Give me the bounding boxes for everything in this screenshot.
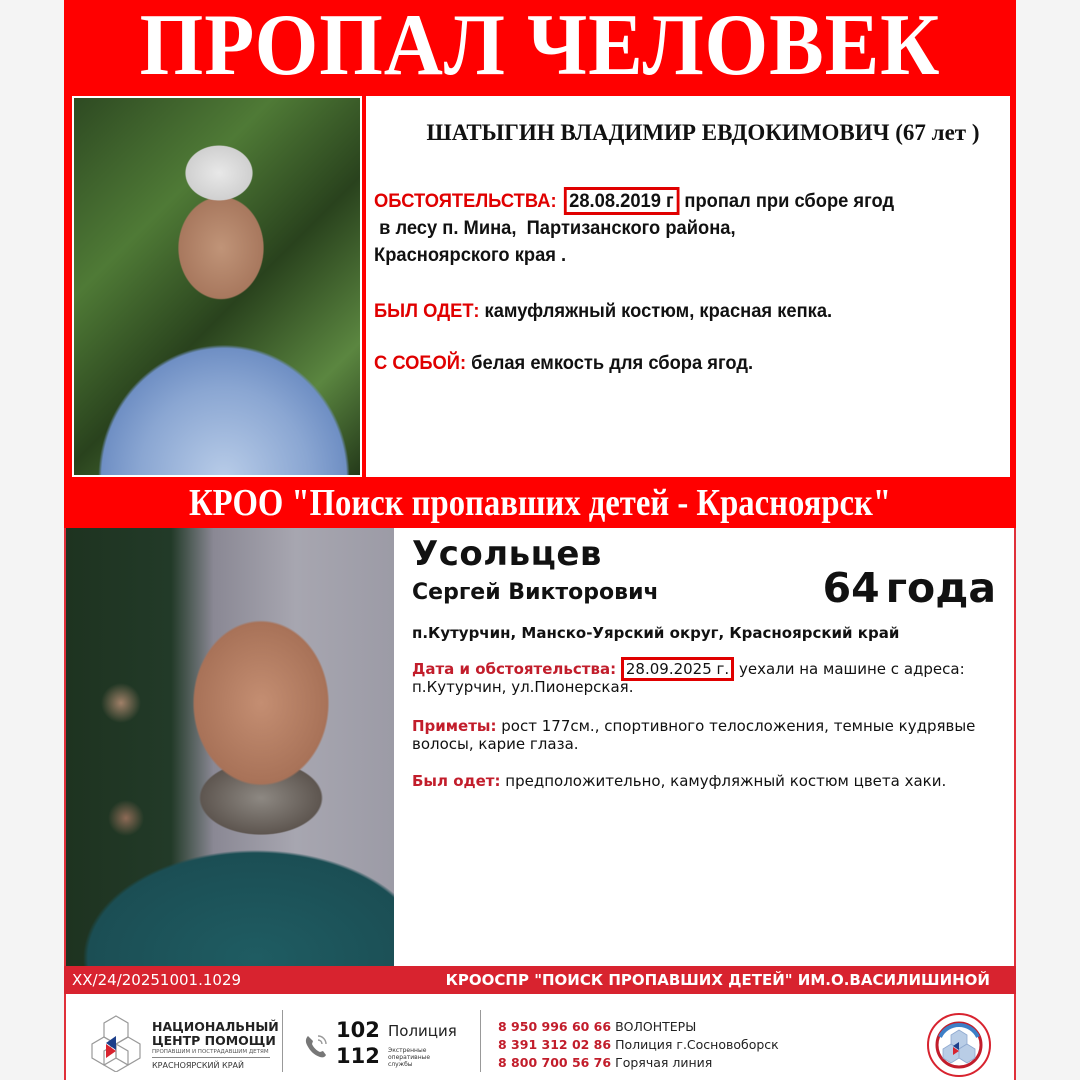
- national-center-title: НАЦИОНАЛЬНЫЙ ЦЕНТР ПОМОЩИ: [152, 1019, 279, 1048]
- phone-icon: [302, 1032, 330, 1060]
- divider: [282, 1010, 283, 1072]
- signs-label: Приметы:: [412, 717, 497, 735]
- police-number[interactable]: 102: [336, 1018, 380, 1042]
- hotline-label: ВОЛОНТЕРЫ: [615, 1019, 697, 1034]
- person1-name: ШАТЫГИН ВЛАДИМИР ЕВДОКИМОВИЧ (67 лет ): [426, 120, 980, 145]
- contacts-panel: [64, 994, 1016, 1080]
- police-label: Полиция: [388, 1022, 457, 1040]
- carrying-text: белая емкость для сбора ягод.: [471, 352, 754, 374]
- circumstances-label: Дата и обстоятельства:: [412, 660, 617, 678]
- person2-age: [823, 564, 996, 612]
- person2-clothing: [412, 772, 1002, 790]
- divider: [480, 1010, 481, 1072]
- person1-carrying: [374, 350, 753, 377]
- footer-organization: КРООСПР "ПОИСК ПРОПАВШИХ ДЕТЕЙ" ИМ.О.ВАСИЛИШИНОЙ: [445, 971, 990, 989]
- person1-photo: [72, 96, 362, 477]
- hotline-label: Горячая линия: [615, 1055, 713, 1070]
- case-code: XX/24/20251001.1029: [72, 971, 242, 989]
- age-word: года: [885, 564, 996, 612]
- missing-date-highlight: 28.09.2025 г.: [621, 657, 734, 681]
- person2-given-names: Сергей Викторович: [412, 580, 659, 605]
- hotline-list: [498, 1018, 779, 1072]
- person1-info: [366, 96, 1010, 477]
- person2-location: п.Кутурчин, Манско-Уярский округ, Красноярский край: [412, 624, 900, 642]
- missing-date-highlight: 28.08.2019 г: [564, 187, 680, 215]
- circumstances-text: уехали на машине с адреса: п.Кутурчин, ул.Пионерская.: [412, 660, 965, 696]
- national-center-region: КРАСНОЯРСКИЙ КРАЙ: [152, 1061, 244, 1070]
- person2-surname: Усольцев: [412, 534, 602, 574]
- clothing-label: БЫЛ ОДЕТ:: [374, 300, 480, 322]
- missing-person-poster: [64, 0, 1016, 1080]
- hotline-item: [498, 1036, 779, 1054]
- person2-photo: [66, 528, 394, 966]
- hotline-number[interactable]: 8 800 700 56 76: [498, 1055, 612, 1070]
- person2-circumstances: [412, 660, 1002, 696]
- carrying-label: С СОБОЙ:: [374, 352, 467, 374]
- second-person-section: [64, 528, 1016, 968]
- person2-info: [404, 528, 1010, 966]
- hotline-number[interactable]: 8 391 312 02 86: [498, 1037, 612, 1052]
- organization-banner: КРОО "Поиск пропавших детей - Красноярск": [188, 482, 892, 524]
- clothing-label: Был одет:: [412, 772, 501, 790]
- headline: ПРОПАЛ ЧЕЛОВЕК: [139, 0, 941, 94]
- hotline-item: [498, 1054, 779, 1072]
- person1-clothing: [374, 298, 832, 325]
- emergency-label: Экстренные оперативные службы: [388, 1047, 431, 1068]
- emergency-number[interactable]: 112: [336, 1044, 380, 1068]
- signs-text: рост 177см., спортивного телосложения, темные кудрявые волосы, карие глаза.: [412, 717, 976, 753]
- first-person-section: [64, 0, 1016, 528]
- person1-circumstances: [374, 188, 894, 269]
- circumstances-label: ОБСТОЯТЕЛЬСТВА:: [374, 190, 557, 212]
- hotline-number[interactable]: 8 950 996 60 66: [498, 1019, 612, 1034]
- circumstances-text-line3: Красноярского края .: [374, 244, 567, 266]
- circumstances-text-line2: в лесу п. Мина, Партизанского района,: [374, 217, 736, 239]
- hotline-item: [498, 1018, 779, 1036]
- clothing-text: предположительно, камуфляжный костюм цвета хаки.: [505, 772, 947, 790]
- hotline-label: Полиция г.Сосновоборск: [615, 1037, 779, 1052]
- rescue-team-badge-icon: [926, 1012, 992, 1078]
- age-number: 64: [822, 564, 880, 612]
- clothing-text: камуфляжный костюм, красная кепка.: [484, 300, 833, 322]
- footer-strip: [64, 966, 1016, 994]
- national-center-logo-icon: [90, 1014, 142, 1072]
- circumstances-text: пропал при сборе ягод: [684, 190, 895, 212]
- person2-signs: [412, 717, 1002, 753]
- national-center-subtitle: ПРОПАВШИМ И ПОСТРАДАВШИМ ДЕТЯМ: [152, 1049, 270, 1058]
